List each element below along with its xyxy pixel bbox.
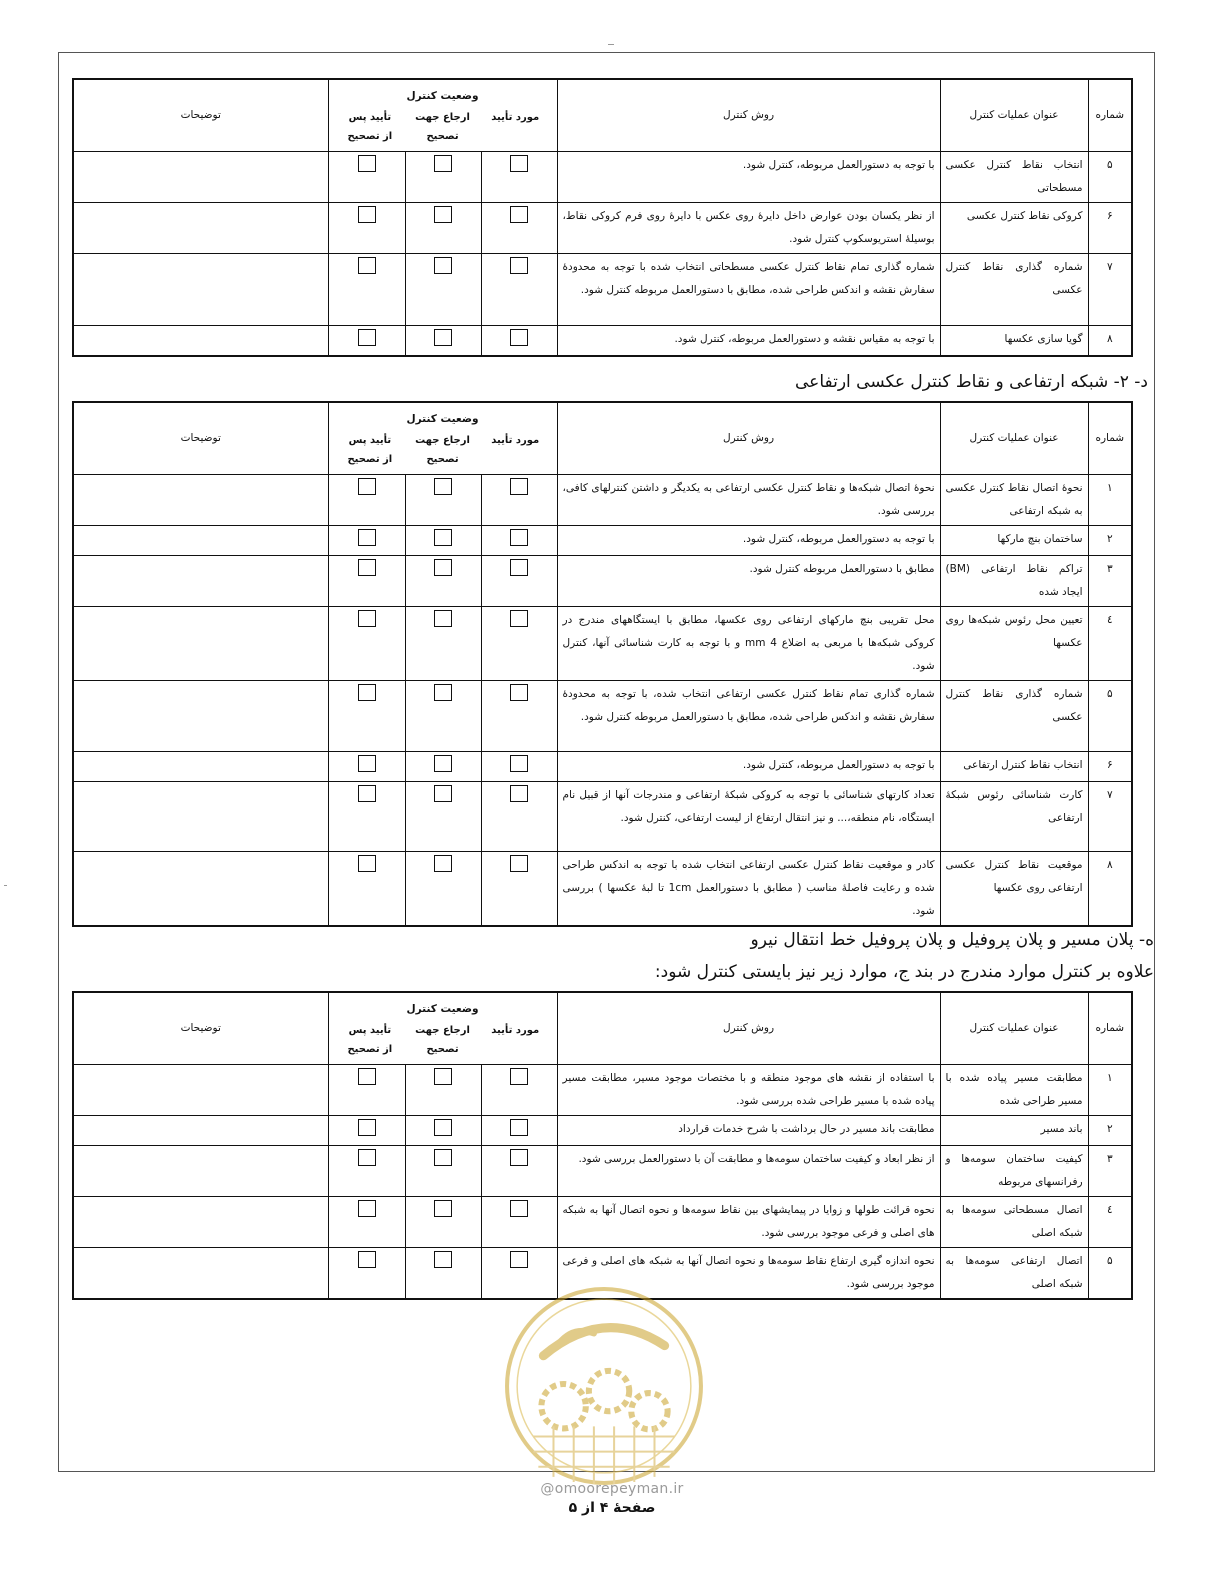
scan-mark (608, 44, 614, 45)
table-row (73, 1196, 1132, 1247)
status-approved-cell (481, 202, 557, 253)
row-number: ۳ (1088, 555, 1132, 606)
status-approved-cell (481, 151, 557, 202)
scan-mark (4, 885, 7, 886)
status-refer-for-correction-checkbox[interactable] (434, 855, 452, 872)
row-number: ۳ (1088, 1145, 1132, 1196)
row-title: کارت شناسائی رئوس شبکهٔ ارتفاعی (940, 781, 1088, 851)
status-refer-for-correction-cell (405, 202, 481, 253)
row-method: نحوه قرائت طولها و زوایا در پیمایشهای بین نقاط سومه‌ها و نحوه اتصال آنها به شبکه های اصلی و فرعی موجود بررسی شود. (557, 1196, 940, 1247)
status-approved-checkbox[interactable] (510, 257, 528, 274)
header-notes: توضیحات (73, 992, 328, 1064)
status-approved-after-correction-checkbox[interactable] (358, 755, 376, 772)
status-approved-after-correction-cell (328, 606, 405, 680)
section-heading-3: ه- پلان مسیر و پلان پروفیل و پلان پروفیل خط انتقال نیرو (750, 930, 1154, 950)
status-approved-cell (481, 1064, 557, 1115)
status-approved-after-correction-cell (328, 751, 405, 781)
status-approved-checkbox[interactable] (510, 206, 528, 223)
status-refer-for-correction-checkbox[interactable] (434, 785, 452, 802)
notes-cell[interactable] (73, 325, 328, 356)
status-approved-checkbox[interactable] (510, 1068, 528, 1085)
row-number: ٤ (1088, 606, 1132, 680)
status-refer-for-correction-checkbox[interactable] (434, 478, 452, 495)
status-refer-for-correction-cell (405, 1247, 481, 1299)
status-refer-for-correction-checkbox[interactable] (434, 1200, 452, 1217)
notes-cell[interactable] (73, 1196, 328, 1247)
status-approved-cell (481, 606, 557, 680)
status-approved-after-correction-cell (328, 325, 405, 356)
header-refer: ارجاع جهت تصحیح (415, 1024, 470, 1055)
status-refer-for-correction-cell (405, 253, 481, 325)
row-method: تعداد کارتهای شناسائی با توجه به کروکی شبکهٔ ارتفاعی و مندرجات آنها از قبیل نام ایستگاه، نام منطقه،... و نیز انتقال ارتفاع از لیست ارتفاعی، کنترل شود. (557, 781, 940, 851)
status-approved-after-correction-cell (328, 474, 405, 525)
table-row (73, 253, 1132, 325)
control-table-1 (72, 78, 1133, 357)
table-header-row (73, 992, 1132, 1064)
header-after-fix: تأیید پس از تصحیح (347, 434, 393, 465)
status-approved-after-correction-cell (328, 1145, 405, 1196)
status-approved-cell (481, 680, 557, 751)
notes-cell[interactable] (73, 1247, 328, 1299)
section-subheading-3: علاوه بر کنترل موارد مندرج در بند ج، موارد زیر نیز بایستی کنترل شود: (654, 962, 1154, 982)
table-row (73, 781, 1132, 851)
footer-website: @omoorepeyman.ir (540, 1481, 684, 1497)
status-approved-checkbox[interactable] (510, 684, 528, 701)
status-approved-after-correction-cell (328, 1115, 405, 1145)
status-approved-checkbox[interactable] (510, 329, 528, 346)
status-approved-checkbox[interactable] (510, 610, 528, 627)
row-method: شماره گذاری تمام نقاط کنترل عکسی ارتفاعی انتخاب شده، با توجه به محدودهٔ سفارش نقشه و اندکس طراحی شده، مطابق با دستورالعمل مربوطه کنترل شود. (557, 680, 940, 751)
status-approved-cell (481, 851, 557, 926)
row-method: کادر و موقعیت نقاط کنترل عکسی ارتفاعی انتخاب شده با توجه به اندکس طراحی شده و رعایت فاصلهٔ مناسب ( مطابق با دستورالعمل 1cm تا لبهٔ عکسها ) بررسی شود. (557, 851, 940, 926)
section-heading-2: د- ۲- شبکه ارتفاعی و نقاط کنترل عکسی ارتفاعی (795, 372, 1148, 392)
row-number: ۵ (1088, 680, 1132, 751)
row-title: مطابقت مسیر پیاده شده با مسیر طراحی شده (940, 1064, 1088, 1115)
row-method: با توجه به دستورالعمل مربوطه، کنترل شود. (557, 525, 940, 555)
row-title: نحوهٔ اتصال نقاط کنترل عکسی به شبکه ارتفاعی (940, 474, 1088, 525)
status-refer-for-correction-checkbox[interactable] (434, 1251, 452, 1268)
footer-page-number: صفحهٔ ۴ از ۵ (568, 1500, 656, 1516)
status-refer-for-correction-cell (405, 751, 481, 781)
table-header-row (73, 402, 1132, 474)
row-method: از نظر یکسان بودن عوارض داخل دایرهٔ روی عکس با دایرهٔ روی فرم کروکی نقاط، بوسیلهٔ استریوسکوپ کنترل شود. (557, 202, 940, 253)
header-num: شماره (1088, 402, 1132, 474)
status-approved-checkbox[interactable] (510, 755, 528, 772)
status-approved-cell (481, 751, 557, 781)
status-refer-for-correction-cell (405, 781, 481, 851)
row-title: انتخاب نقاط کنترل عکسی مسطحاتی (940, 151, 1088, 202)
row-method: با توجه به مقیاس نقشه و دستورالعمل مربوطه، کنترل شود. (557, 325, 940, 356)
control-table-3 (72, 991, 1133, 1300)
row-title: ساختمان بنچ مارکها (940, 525, 1088, 555)
table-row (73, 1115, 1132, 1145)
table-body (73, 1064, 1132, 1299)
status-approved-cell (481, 555, 557, 606)
table-row (73, 202, 1132, 253)
status-approved-cell (481, 474, 557, 525)
status-approved-cell (481, 325, 557, 356)
status-approved-checkbox[interactable] (510, 1200, 528, 1217)
header-num: شماره (1088, 79, 1132, 151)
status-approved-after-correction-cell (328, 525, 405, 555)
table-row (73, 606, 1132, 680)
table-header-row (73, 79, 1132, 151)
status-approved-cell (481, 1196, 557, 1247)
status-refer-for-correction-checkbox[interactable] (434, 559, 452, 576)
notes-cell[interactable] (73, 253, 328, 325)
status-approved-after-correction-checkbox[interactable] (358, 559, 376, 576)
status-approved-after-correction-cell (328, 1247, 405, 1299)
row-title: موقعیت نقاط کنترل عکسی ارتفاعی روی عکسها (940, 851, 1088, 926)
header-status (328, 992, 557, 1064)
row-method: نحوه اندازه گیری ارتفاع نقاط سومه‌ها و نحوه اتصال آنها به شبکه های اصلی و فرعی موجود بررسی شود. (557, 1247, 940, 1299)
row-method: مطابق با دستورالعمل مربوطه کنترل شود. (557, 555, 940, 606)
table-row (73, 151, 1132, 202)
status-refer-for-correction-cell (405, 1196, 481, 1247)
row-title: شماره گذاری نقاط کنترل عکسی (940, 680, 1088, 751)
header-status-label: وضعیت کنترل (406, 412, 479, 425)
notes-cell[interactable] (73, 474, 328, 525)
row-number: ۵ (1088, 151, 1132, 202)
status-refer-for-correction-checkbox[interactable] (434, 610, 452, 627)
status-refer-for-correction-checkbox[interactable] (434, 1149, 452, 1166)
status-approved-after-correction-cell (328, 851, 405, 926)
notes-cell[interactable] (73, 525, 328, 555)
row-title: گویا سازی عکسها (940, 325, 1088, 356)
row-title: باند مسیر (940, 1115, 1088, 1145)
header-refer: ارجاع جهت تصحیح (415, 111, 470, 142)
row-method: نحوهٔ اتصال شبکه‌ها و نقاط کنترل عکسی ارتفاعی به یکدیگر و داشتن کنترلهای کافی، بررسی شود. (557, 474, 940, 525)
table-body (73, 151, 1132, 356)
status-approved-after-correction-checkbox[interactable] (358, 257, 376, 274)
notes-cell[interactable] (73, 1115, 328, 1145)
header-approved: مورد تأیید (491, 111, 540, 123)
row-title: انتخاب نقاط کنترل ارتفاعی (940, 751, 1088, 781)
header-title: عنوان عملیات کنترل (940, 992, 1088, 1064)
notes-cell[interactable] (73, 1145, 328, 1196)
status-refer-for-correction-cell (405, 606, 481, 680)
table-row (73, 680, 1132, 751)
row-title: شماره گذاری نقاط کنترل عکسی (940, 253, 1088, 325)
row-number: ۶ (1088, 751, 1132, 781)
status-approved-after-correction-checkbox[interactable] (358, 1251, 376, 1268)
table-row (73, 1145, 1132, 1196)
row-number: ۸ (1088, 851, 1132, 926)
status-approved-checkbox[interactable] (510, 155, 528, 172)
header-notes: توضیحات (73, 402, 328, 474)
status-approved-checkbox[interactable] (510, 1149, 528, 1166)
header-refer: ارجاع جهت تصحیح (415, 434, 470, 465)
row-number: ۱ (1088, 1064, 1132, 1115)
table-row (73, 555, 1132, 606)
notes-cell[interactable] (73, 1064, 328, 1115)
header-status (328, 79, 557, 151)
status-approved-after-correction-checkbox[interactable] (358, 1119, 376, 1136)
status-approved-after-correction-checkbox[interactable] (358, 478, 376, 495)
row-number: ۲ (1088, 525, 1132, 555)
header-approved: مورد تأیید (491, 1024, 540, 1036)
row-number: ۵ (1088, 1247, 1132, 1299)
status-approved-after-correction-checkbox[interactable] (358, 155, 376, 172)
row-title: اتصال ارتفاعی سومه‌ها به شبکه اصلی (940, 1247, 1088, 1299)
status-approved-cell (481, 525, 557, 555)
notes-cell[interactable] (73, 781, 328, 851)
header-method: روش کنترل (557, 79, 940, 151)
status-refer-for-correction-checkbox[interactable] (434, 206, 452, 223)
notes-cell[interactable] (73, 151, 328, 202)
row-number: ۲ (1088, 1115, 1132, 1145)
status-refer-for-correction-cell (405, 474, 481, 525)
table-row (73, 751, 1132, 781)
status-approved-checkbox[interactable] (510, 1251, 528, 1268)
table-row (73, 474, 1132, 525)
status-approved-after-correction-checkbox[interactable] (358, 206, 376, 223)
header-title: عنوان عملیات کنترل (940, 79, 1088, 151)
status-approved-cell (481, 1115, 557, 1145)
header-approved: مورد تأیید (491, 434, 540, 446)
status-approved-checkbox[interactable] (510, 478, 528, 495)
notes-cell[interactable] (73, 851, 328, 926)
control-table-2 (72, 401, 1133, 927)
header-status (328, 402, 557, 474)
status-approved-after-correction-cell (328, 1064, 405, 1115)
header-after-fix: تأیید پس از تصحیح (347, 111, 393, 142)
status-refer-for-correction-cell (405, 555, 481, 606)
header-notes: توضیحات (73, 79, 328, 151)
status-approved-after-correction-cell (328, 680, 405, 751)
row-method: با استفاده از نقشه های موجود منطقه و با مختصات موجود مسیر، مطابقت مسیر پیاده شده با مسیر طراحی شده بررسی شود. (557, 1064, 940, 1115)
row-method: با توجه به دستورالعمل مربوطه، کنترل شود. (557, 751, 940, 781)
status-approved-cell (481, 253, 557, 325)
status-refer-for-correction-cell (405, 325, 481, 356)
row-number: ۷ (1088, 253, 1132, 325)
row-method: با توجه به دستورالعمل مربوطه، کنترل شود. (557, 151, 940, 202)
header-status-label: وضعیت کنترل (406, 1002, 479, 1015)
status-approved-after-correction-cell (328, 781, 405, 851)
status-approved-after-correction-cell (328, 202, 405, 253)
row-method: از نظر ابعاد و کیفیت ساختمان سومه‌ها و مطابقت آن با دستورالعمل بررسی شود. (557, 1145, 940, 1196)
status-approved-after-correction-checkbox[interactable] (358, 529, 376, 546)
status-approved-after-correction-checkbox[interactable] (358, 855, 376, 872)
status-refer-for-correction-checkbox[interactable] (434, 529, 452, 546)
header-method: روش کنترل (557, 402, 940, 474)
status-refer-for-correction-cell (405, 151, 481, 202)
status-approved-after-correction-checkbox[interactable] (358, 1200, 376, 1217)
status-refer-for-correction-checkbox[interactable] (434, 1119, 452, 1136)
table-row (73, 851, 1132, 926)
status-refer-for-correction-checkbox[interactable] (434, 684, 452, 701)
row-title: تعیین محل رئوس شبکه‌ها روی عکسها (940, 606, 1088, 680)
status-approved-after-correction-checkbox[interactable] (358, 329, 376, 346)
status-refer-for-correction-cell (405, 680, 481, 751)
status-refer-for-correction-cell (405, 1064, 481, 1115)
status-approved-checkbox[interactable] (510, 559, 528, 576)
notes-cell[interactable] (73, 751, 328, 781)
status-approved-after-correction-checkbox[interactable] (358, 1068, 376, 1085)
notes-cell[interactable] (73, 606, 328, 680)
status-refer-for-correction-cell (405, 851, 481, 926)
status-approved-cell (481, 781, 557, 851)
table-row (73, 325, 1132, 356)
row-title: اتصال مسطحاتی سومه‌ها به شبکه اصلی (940, 1196, 1088, 1247)
table-row (73, 525, 1132, 555)
status-approved-after-correction-checkbox[interactable] (358, 1149, 376, 1166)
table-body (73, 474, 1132, 926)
row-number: ۱ (1088, 474, 1132, 525)
notes-cell[interactable] (73, 680, 328, 751)
status-approved-checkbox[interactable] (510, 529, 528, 546)
status-approved-after-correction-cell (328, 1196, 405, 1247)
status-refer-for-correction-checkbox[interactable] (434, 1068, 452, 1085)
status-refer-for-correction-cell (405, 525, 481, 555)
status-approved-after-correction-checkbox[interactable] (358, 785, 376, 802)
row-title: کروکی نقاط کنترل عکسی (940, 202, 1088, 253)
status-approved-after-correction-checkbox[interactable] (358, 610, 376, 627)
status-approved-after-correction-cell (328, 555, 405, 606)
header-title: عنوان عملیات کنترل (940, 402, 1088, 474)
status-refer-for-correction-checkbox[interactable] (434, 329, 452, 346)
row-number: ۸ (1088, 325, 1132, 356)
header-method: روش کنترل (557, 992, 940, 1064)
notes-cell[interactable] (73, 555, 328, 606)
status-approved-cell (481, 1145, 557, 1196)
row-title: کیفیت ساختمان سومه‌ها و رفرانسهای مربوطه (940, 1145, 1088, 1196)
status-refer-for-correction-cell (405, 1115, 481, 1145)
row-method: مطابقت باند مسیر در حال برداشت با شرح خدمات قرارداد (557, 1115, 940, 1145)
status-refer-for-correction-checkbox[interactable] (434, 755, 452, 772)
status-approved-after-correction-checkbox[interactable] (358, 684, 376, 701)
status-approved-after-correction-cell (328, 151, 405, 202)
status-refer-for-correction-checkbox[interactable] (434, 155, 452, 172)
status-approved-checkbox[interactable] (510, 1119, 528, 1136)
row-method: محل تقریبی بنچ مارکهای ارتفاعی روی عکسها، مطابق با ایستگاههای مندرج در کروکی شبکه‌ها با مربعی به اضلاع 4 mm و با توجه به کارت شناسائی آنها، کنترل شود. (557, 606, 940, 680)
row-number: ۶ (1088, 202, 1132, 253)
header-after-fix: تأیید پس از تصحیح (347, 1024, 393, 1055)
notes-cell[interactable] (73, 202, 328, 253)
status-refer-for-correction-checkbox[interactable] (434, 257, 452, 274)
row-number: ٤ (1088, 1196, 1132, 1247)
header-status-label: وضعیت کنترل (406, 89, 479, 102)
status-approved-after-correction-cell (328, 253, 405, 325)
omoor-peyman-logo (503, 1285, 705, 1487)
table-row (73, 1064, 1132, 1115)
row-method: شماره گذاری تمام نقاط کنترل عکسی مسطحاتی انتخاب شده با توجه به محدودهٔ سفارش نقشه و اندکس طراحی شده، مطابق با دستورالعمل مربوطه کنترل شود. (557, 253, 940, 325)
status-approved-checkbox[interactable] (510, 785, 528, 802)
status-approved-checkbox[interactable] (510, 855, 528, 872)
row-title: تراکم نقاط ارتفاعی (BM) ایجاد شده (940, 555, 1088, 606)
row-number: ۷ (1088, 781, 1132, 851)
header-num: شماره (1088, 992, 1132, 1064)
status-refer-for-correction-cell (405, 1145, 481, 1196)
